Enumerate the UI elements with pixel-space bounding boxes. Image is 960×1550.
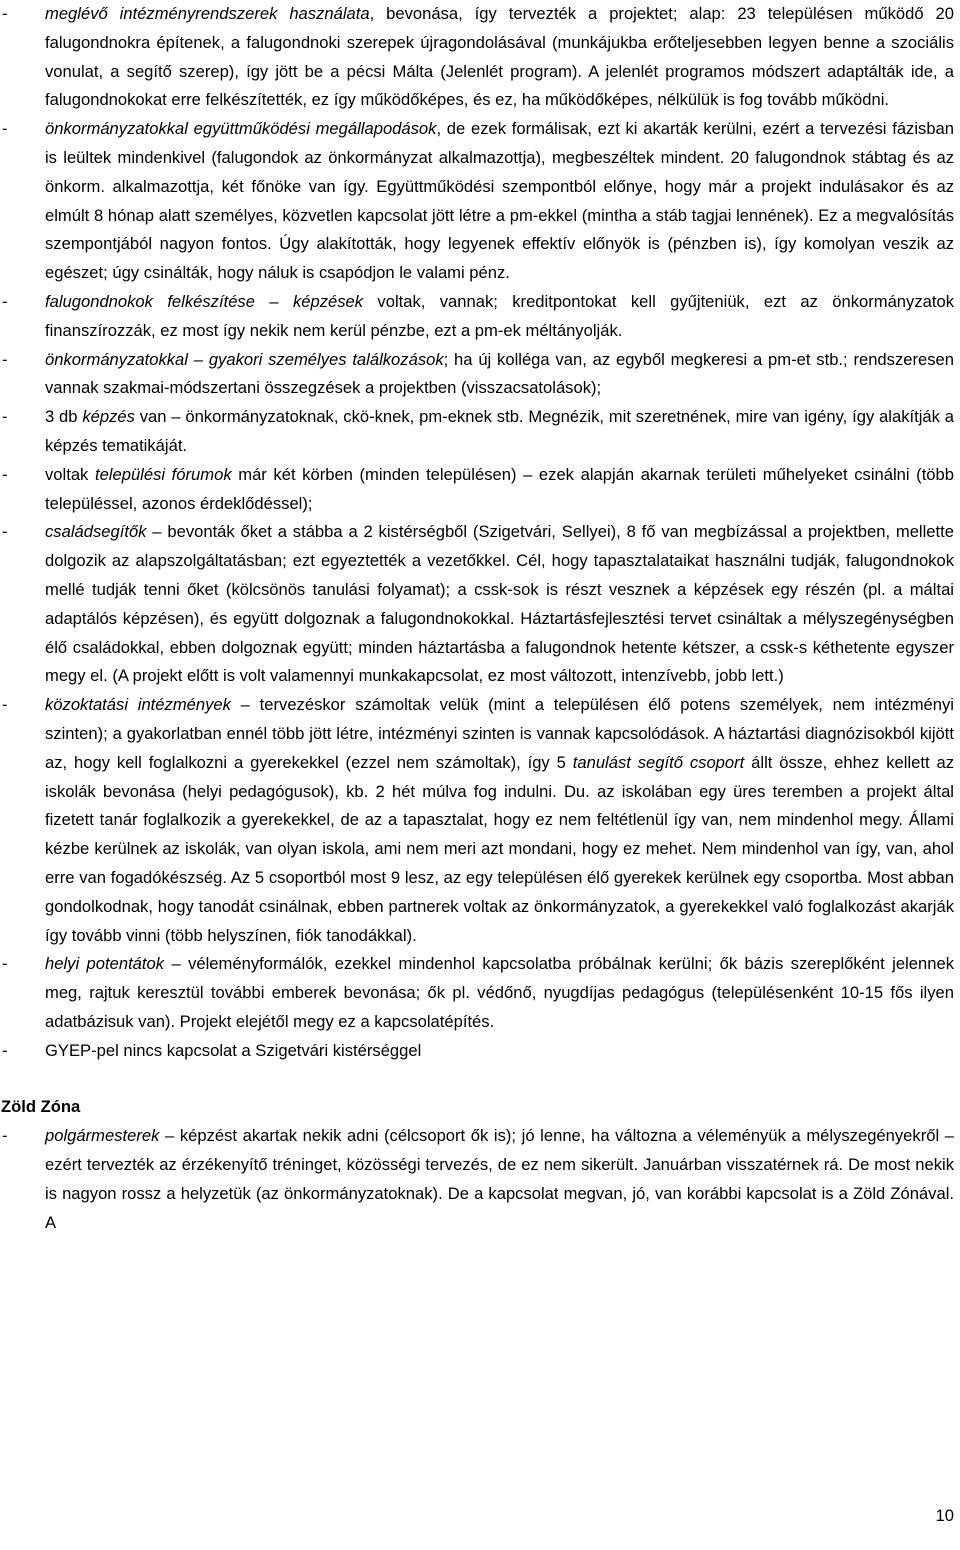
- bullet-list-zold-zona: [0, 1122, 958, 1237]
- italic-term: települési fórumok: [94, 464, 232, 484]
- bullet-dash: -: [2, 1126, 8, 1146]
- text-segment: – tervezéskor számoltak velük (mint a településen élő potens személyek, nem intézményi szinten); a gyakorlatban ennél több jött létre, intézményi szinten is vannak kapcsolódások. A háztartási diagnózisokból kijött az, hogy kell foglalkozni a gyerekekkel (ezzel nem számoltak), így 5: [45, 695, 954, 772]
- list-item: [0, 288, 958, 346]
- section-heading-zold-zona: Zöld Zóna: [1, 1097, 81, 1117]
- bullet-dash: -: [2, 4, 8, 23]
- list-item: [0, 115, 958, 288]
- bullet-dash: -: [2, 522, 8, 542]
- text-segment: –: [254, 291, 293, 311]
- italic-term: meglévő intézményrendszerek használata: [45, 4, 370, 23]
- text-segment: – bevonták őket a stábba a 2 kistérségből (Szigetvári, Sellyei), 8 fő van megbízással a projektben, mellette dolgozik az alapszolgáltatásban; ezt egyeztették a vezetőkkel. Cél, hogy tapasztalataikat használni tudják, falugondnokok mellé tudják tenni őket (kölcsönös tanulási folyamat); a cssk-sok is részt vesznek a képzések egy részén (pl. a máltai adaptálós képzésen), és együtt dolgoznak a falugondnokokkal. Háztartásfejlesztési tervet csináltak a mélyszegénységben élő családokkal, ebben dolgoznak együtt; minden háztartásba a falugondnok hetente kétszer, a cssk-s kéthetente egyszer megy el. (A projekt előtt is volt valamennyi munkakapcsolat, ez most változott, intenzívebb, jobb lett.): [45, 522, 954, 686]
- text-segment: állt össze, ehhez kellett az iskolák bevonása (helyi pedagógusok), kb. 2 hét múlva fog indulni. Du. az iskolában egy üres teremben a projekt által fizetett tanár foglalkozik a gyerekekkel, de az a tapasztalat, hogy ez nem feltétlenül így van, nem mindenhol megy. Állami kézbe kerülnek az iskolák, van olyan iskola, ami nem meri azt mondani, hogy ez mehet. Nem mindenhol van így, van, ahol erre van fogadókészség. Az 5 csoportból most 9 lesz, az egy településen élő gyerekek kerülnek egy csoportba. Most abban gondolkodnak, hogy tanodát csinálnak, ebben partnerek voltak az önkormányzatok, a gyerekekkel való foglalkozást akarják így tovább vinni (több helyszínen, fiók tanodákkal).: [45, 752, 954, 945]
- list-item: [0, 346, 958, 404]
- text-segment: van – önkormányzatoknak, ckö-knek, pm-eknek stb. Megnézik, mit szeretnének, mire van igény, így alakítják a képzés tematikáját.: [45, 407, 954, 455]
- italic-term: önkormányzatokkal együttműködési megállapodások: [45, 119, 437, 139]
- list-item: [0, 518, 958, 691]
- italic-term: önkormányzatokkal: [45, 349, 188, 369]
- text-segment: , de ezek formálisak, ezt ki akarták kerülni, ezért a tervezési fázisban is leültek mindenkivel (falugondok az önkormányzat alkalmazottja), megbeszéltek mindent. 20 falugondnok stábtag és az önkorm. alkalmazottja, két főnöke van így. Együttműködési szempontból előnye, hogy már a projekt indulásakor és az elmúlt 8 hónap alatt személyes, közvetlen kapcsolat jött létre a pm-ekkel (mintha a stáb tagjai lennének). Ez a megvalósítás szempontjából nagyon fontos. Úgy alakították, hogy legyenek effektív előnyök is (pénzben is), így komolyan veszik az egészet; úgy csinálták, hogy náluk is csapódjon le valami pénz.: [45, 119, 955, 283]
- text-segment: 3 db: [45, 407, 83, 427]
- page-number: 10: [935, 1506, 954, 1525]
- bullet-dash: -: [2, 407, 8, 427]
- text-segment: már két körben (minden településen) – ezek alapján akarnak területi műhelyeket csinálni (több településsel, azonos érdeklődéssel);: [45, 464, 954, 513]
- list-item: [0, 0, 958, 115]
- list-item: [0, 950, 958, 1036]
- italic-term: képzések: [292, 291, 364, 311]
- text-segment: – képzést akartak nekik adni (célcsoport ők is); jó lenne, ha változna a véleményük a mélyszegényekről – ezért tervezték az érzékenyítő tréninget, közösségi tervezés, de ez nem sikerült. Januárban visszatérnek rá. De most nekik is nagyon rossz a helyzetük (az önkormányzatoknak). De a kapcsolat megvan, jó, van korábbi kapcsolat is a Zöld Zónával. A: [45, 1126, 954, 1232]
- italic-term: családsegítők: [45, 522, 147, 542]
- list-item: [0, 1037, 958, 1066]
- list-item: [0, 691, 958, 950]
- italic-term: közoktatási intézmények: [45, 695, 231, 715]
- bullet-dash: -: [2, 695, 8, 715]
- text-segment: – véleményformálók, ezekkel mindenhol kapcsolatba próbálnak kerülni; ők bázis szereplőként jelennek meg, rajtuk keresztül további emberek bevonása; ők pl. védőnő, nyugdíjas pedagógus (településenként 10-15 fős ilyen adatbázisuk van). Projekt elejétől megy ez a kapcsolatépítés.: [45, 954, 954, 1031]
- text-segment: ; ha új kolléga van, az egyből megkeresi a pm-et stb.; rendszeresen vannak szakmai-módszertani összegzések a projektben (visszacsatolások);: [45, 349, 954, 398]
- text-segment: , bevonása, így tervezték a projektet; alap: 23 településen működő 20 falugondnokra építenek, a falugondnoki szerepek újragondolásával (munkájukba erőteljesebben legyen benne a szociális vonulat, a segítő szerep), így jött be a pécsi Málta (Jelenlét program). A jelenlét programos módszert adaptálták ide, a falugondnokokat erre felkészítették, ez így működőképes, és ez, ha működőképes, nélkülük is fog tovább működni.: [45, 4, 954, 110]
- list-item: [0, 461, 958, 519]
- bullet-dash: -: [2, 291, 8, 311]
- bullet-dash: -: [2, 1040, 8, 1060]
- italic-term: helyi potentátok: [45, 954, 165, 974]
- italic-term: polgármesterek: [45, 1126, 160, 1146]
- text-segment: voltak, vannak; kreditpontokat kell gyűjteniük, ezt az önkormányzatok finanszírozzák, ez most így nekik nem kerül pénzbe, ezt a pm-ek méltányolják.: [45, 291, 954, 340]
- italic-term: képzés: [82, 407, 135, 427]
- text-segment: GYEP-pel nincs kapcsolat a Szigetvári kistérséggel: [45, 1040, 422, 1060]
- bullet-dash: -: [2, 954, 8, 974]
- italic-term: tanulást segítő csoport: [572, 752, 745, 772]
- bullet-dash: -: [2, 464, 8, 484]
- text-segment: voltak: [45, 464, 95, 484]
- list-item: [0, 403, 958, 461]
- list-item: [0, 1122, 958, 1237]
- italic-term: gyakori személyes találkozások: [208, 349, 444, 369]
- italic-term: falugondnokok felkészítése: [45, 291, 255, 311]
- bullet-dash: -: [2, 349, 8, 369]
- text-segment: –: [187, 349, 209, 369]
- bullet-dash: -: [2, 119, 8, 139]
